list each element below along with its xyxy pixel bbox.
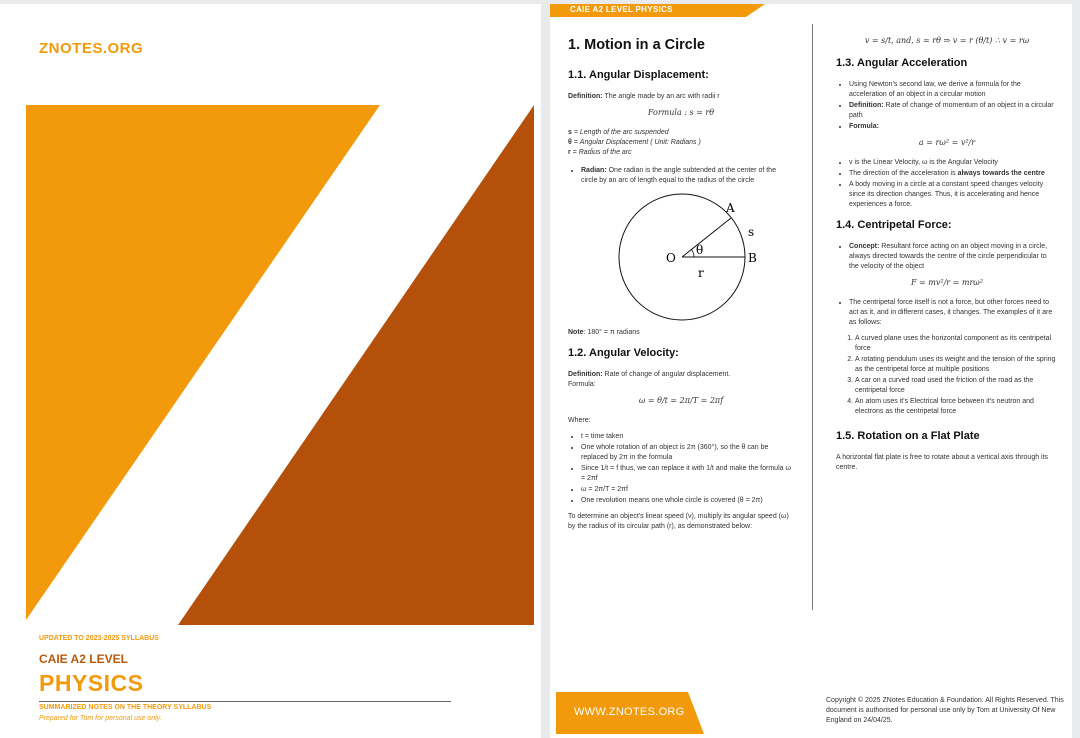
centripetal-formula: F = mv²/r = mrω² xyxy=(910,278,984,287)
label-A: A xyxy=(726,201,735,215)
var-s xyxy=(568,128,794,138)
subject-title: PHYSICS xyxy=(39,670,144,696)
definition-label: Definition: xyxy=(568,93,603,100)
section-1-5-heading: 1.5. Rotation on a Flat Plate xyxy=(836,430,980,442)
displacement-formula: Formula : s = rθ xyxy=(647,108,715,117)
prepared-for: Prepared for Tom for personal use only. xyxy=(39,715,162,722)
section-1-2-heading: 1.2. Angular Velocity: xyxy=(568,347,679,359)
list-item xyxy=(849,242,1058,272)
column-divider xyxy=(812,24,813,610)
left-column xyxy=(568,36,794,538)
definition xyxy=(568,370,794,380)
definition xyxy=(568,92,794,102)
cover-page xyxy=(0,4,541,738)
list-item xyxy=(849,169,1058,179)
copyright-notice: Copyright © 2025 ZNotes Education & Foundation. All Rights Reserved. This document is authorised for personal use only by Tom at University Of New England on 24/04/25. xyxy=(826,697,1064,724)
note-text: : 180° = π radians xyxy=(583,329,640,336)
list-item: 2. A rotating pendulum uses its weight and the tension of the spring as the centripetal force at multiple positions xyxy=(855,355,1058,375)
section-1-1-heading: 1.1. Angular Displacement: xyxy=(568,69,709,81)
flat-plate-text: A horizontal flat plate is free to rotate about a vertical axis through its centre. xyxy=(836,454,1049,471)
list-item: • The centripetal force itself is not a force, but other forces need to act as it, and in different cases, it changes. The examples of it are as follows: xyxy=(849,298,1058,328)
label-s: s xyxy=(748,225,755,239)
syllabus-update: UPDATED TO 2023-2025 SYLLABUS xyxy=(39,635,159,642)
var-symbol: s xyxy=(568,129,572,136)
direction-emphasis: always towards the centre xyxy=(957,170,1045,177)
list-item: • v is the Linear Velocity, ω is the Angular Velocity xyxy=(849,158,1058,168)
var-theta xyxy=(568,138,794,148)
acceleration-formula: a = rω² = v²/r xyxy=(918,138,976,147)
note xyxy=(568,328,794,338)
velocity-bullets xyxy=(568,432,794,506)
brand-logo: ZNOTES.ORG xyxy=(39,40,144,57)
var-desc: = Length of the arc suspended xyxy=(571,129,669,136)
right-column xyxy=(836,36,1058,479)
definition-text: Rate of change of momentum of an object in a circular path xyxy=(849,102,1054,119)
list-item xyxy=(849,122,1058,132)
label-B: B xyxy=(748,251,757,265)
divider xyxy=(39,701,451,702)
radian-label: Radian: xyxy=(581,167,607,174)
list-item: • Since 1/t = f thus, we can replace it with 1/t and make the formula ω = 2πf xyxy=(581,464,794,484)
cover-artwork xyxy=(24,100,534,625)
section-1-4-heading: 1.4. Centripetal Force: xyxy=(836,219,952,231)
list-item: 3. A car on a curved road used the friction of the road as the centripetal force xyxy=(855,376,1058,396)
label-r: r xyxy=(698,266,704,280)
label-theta: θ xyxy=(696,243,704,257)
concept-label: Concept: xyxy=(849,243,880,250)
label-O: O xyxy=(666,251,676,265)
definition-label: Definition: xyxy=(568,371,603,378)
definition-label: Definition: xyxy=(849,102,884,109)
direction-text: The direction of the acceleration is xyxy=(849,170,958,177)
var-r xyxy=(568,148,794,158)
formula-label: Formula: xyxy=(849,123,879,130)
section-1-3-heading: 1.3. Angular Acceleration xyxy=(836,57,968,69)
radian-list xyxy=(568,166,794,186)
definition-text: Rate of change of angular displacement. xyxy=(602,371,731,378)
var-desc: = Radius of the arc xyxy=(570,149,632,156)
var-desc: = Angular Displacement ( Unit: Radians ) xyxy=(571,139,701,146)
list-item xyxy=(581,166,794,186)
list-item xyxy=(849,101,1058,121)
level-title: CAIE A2 LEVEL xyxy=(39,652,128,666)
list-item: • Using Newton's second law, we derive a formula for the acceleration of an object in a circular motion xyxy=(849,80,1058,100)
list-item: • One whole rotation of an object is 2π (360°), so the θ can be replaced by 2π in the formula xyxy=(581,443,794,463)
centripetal-bullets xyxy=(836,242,1058,272)
where-label: Where: xyxy=(568,417,591,424)
definition-text: The angle made by an arc with radii r xyxy=(602,93,720,100)
list-item: • ω = 2π/T = 2πf xyxy=(581,485,794,495)
list-item: 1. A curved plane uses the horizontal component as its centripetal force xyxy=(855,334,1058,354)
header-banner-text: CAIE A2 LEVEL PHYSICS xyxy=(570,5,673,14)
var-symbol: r xyxy=(568,149,571,156)
acceleration-bullets xyxy=(836,80,1058,132)
radian-circle-diagram xyxy=(612,192,762,322)
notes-page xyxy=(550,4,1072,738)
linear-speed-formula: v = s/t, and, s = rθ ⇒ v = r (θ/t) ∴ v = rω xyxy=(864,36,1030,45)
linear-speed-text: To determine an object's linear speed (v), multiply its angular speed (ω) by the radius of its circular path (r), as demonstrated below: xyxy=(568,513,789,530)
chapter-title: 1. Motion in a Circle xyxy=(568,37,705,53)
angular-velocity-formula: ω = θ/t = 2π/T = 2πf xyxy=(638,396,724,405)
list-item: • A body moving in a circle at a constant speed changes velocity since its direction changes. Thus, it is accelerating and hence experiences a force. xyxy=(849,180,1058,210)
concept-text: Resultant force acting on an object moving in a circle, always directed towards the centre of the circle perpendicular to the velocity of the object xyxy=(849,243,1048,270)
list-item: • t = time taken xyxy=(581,432,794,442)
formula-label: Formula: xyxy=(568,381,596,388)
summary-caption: SUMMARIZED NOTES ON THE THEORY SYLLABUS xyxy=(39,704,212,711)
note-label: Note xyxy=(568,329,584,336)
website-link[interactable]: WWW.ZNOTES.ORG xyxy=(574,706,685,718)
acceleration-bullets-2 xyxy=(836,158,1058,210)
examples-list xyxy=(836,334,1058,417)
list-item: 4. An atom uses it's Electrical force between it's neutron and electrons as the centripetal force xyxy=(855,397,1058,417)
radian-text: One radian is the angle subtended at the center of the circle by an arc of length equal to the radius of the circle xyxy=(581,167,776,184)
centripetal-bullets-2 xyxy=(836,298,1058,328)
var-symbol: θ xyxy=(568,139,572,146)
list-item: • One revolution means one whole circle is covered (θ = 2π) xyxy=(581,496,794,506)
